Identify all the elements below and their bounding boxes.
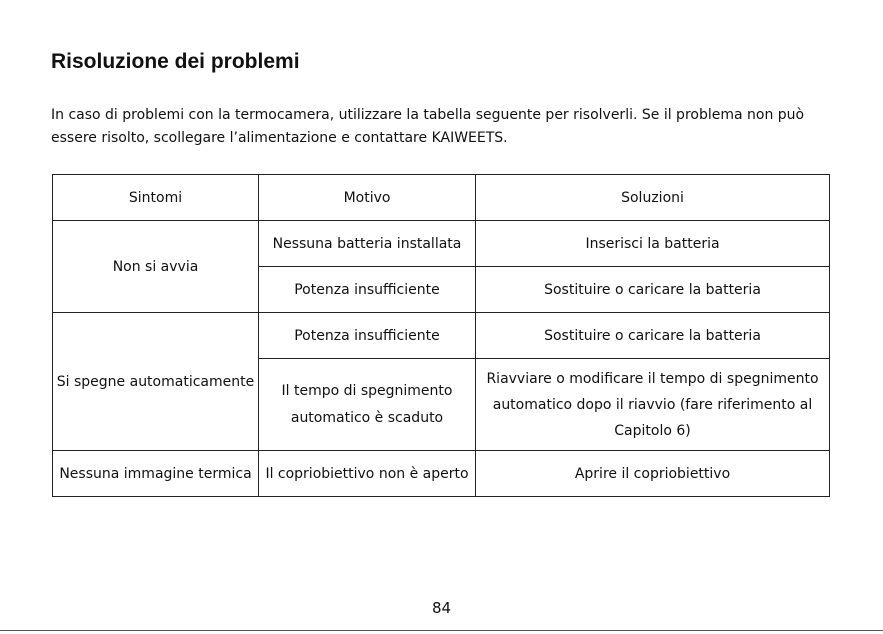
- troubleshooting-table: [52, 174, 830, 497]
- table-header-row: [53, 175, 830, 221]
- reason-cell: Il copriobiettivo non è aperto: [259, 451, 476, 497]
- reason-cell: Potenza insufficiente: [259, 267, 476, 313]
- symptom-cell: Non si avvia: [53, 221, 259, 313]
- page-number: 84: [431, 599, 452, 617]
- intro-paragraph: In caso di problemi con la termocamera, utilizzare la tabella seguente per risolverli. Se il problema non può essere risolto, scollegare l’alimentazione e contattare KAIWEETS.: [51, 107, 805, 146]
- table-row: [53, 221, 830, 267]
- solution-cell: Inserisci la batteria: [476, 221, 830, 267]
- header-symptoms: Sintomi: [53, 175, 259, 221]
- reason-cell: Nessuna batteria installata: [259, 221, 476, 267]
- solution-cell: Riavviare o modificare il tempo di spegnimento automatico dopo il riavvio (fare riferimento al Capitolo 6): [476, 359, 830, 451]
- table-row: [53, 451, 830, 497]
- symptom-cell: Nessuna immagine termica: [53, 451, 259, 497]
- solution-cell: Sostituire o caricare la batteria: [476, 313, 830, 359]
- symptom-cell: Si spegne automaticamente: [53, 313, 259, 451]
- table-row: [53, 313, 830, 359]
- solution-cell: Aprire il copriobiettivo: [476, 451, 830, 497]
- page-bottom-rule: [0, 630, 883, 631]
- page-title: Risoluzione dei problemi: [51, 50, 300, 73]
- header-solutions: Soluzioni: [476, 175, 830, 221]
- header-reason: Motivo: [259, 175, 476, 221]
- reason-cell: Potenza insufficiente: [259, 313, 476, 359]
- solution-cell: Sostituire o caricare la batteria: [476, 267, 830, 313]
- reason-cell: Il tempo di spegnimento automatico è scaduto: [259, 359, 476, 451]
